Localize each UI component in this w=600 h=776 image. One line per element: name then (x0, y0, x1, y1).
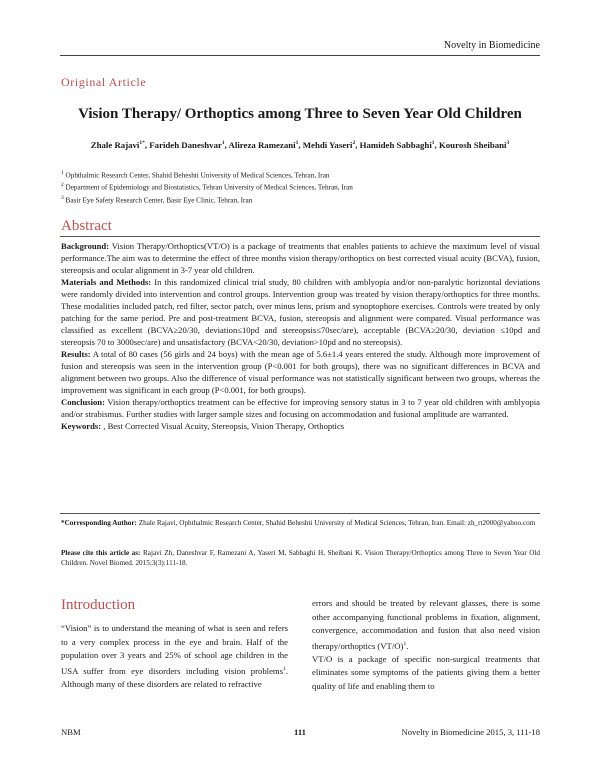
abstract-top-rule (60, 236, 540, 237)
citation-text: Rajavi Zh, Daneshvar F, Ramezani A, Yaseri M, Sabbaghi H, Sheibani K. Vision Therapy/Orthoptics among Three to Seven Year Old Children. Novel Biomed. 2015;3(3):111-18. (61, 549, 541, 567)
corresponding-label: *Corresponding Author: (61, 519, 137, 527)
header-rule (60, 55, 540, 56)
author-list: Zhale Rajavi$^{1*}$, Farideh Daneshvar$^1$, Alireza Ramezani$^1$, Mehdi Yaseri$^2$, Hamideh Sabbaghi$^1$, Kourosh Sheibani$^3$ (90, 140, 510, 150)
intro-paragraph (312, 653, 540, 694)
affiliation-text: Ophthalmic Research Center, Shahid Beheshti University of Medical Sciences, Tehran, Iran (65, 171, 330, 180)
abstract-label: Conclusion: (61, 397, 105, 407)
affiliation-number: 2 (61, 182, 64, 189)
abstract-label: Results: (61, 349, 91, 359)
affiliation-text: Basir Eye Safety Research Center, Basir Eye Clinic, Tehran, Iran (65, 196, 253, 205)
corresponding-author (61, 518, 540, 528)
affiliation-text: Department of Epidemiology and Biostatistics, Tehran University of Medical Sciences, Tehran, Iran (65, 183, 353, 192)
intro-column-right (312, 597, 540, 693)
abstract-text: Vision therapy/orthoptics treatment can be effective for improving sensory status in 3 to 7 year old children with amblyopia and/or strabismus. Further studies with larger sample sizes and focusing on accommodation and fusional amplitude are warranted. (61, 397, 540, 419)
affiliations (61, 168, 353, 205)
abstract-keywords (61, 420, 540, 432)
author-superscript: 3 (506, 140, 510, 147)
author-superscript: 1 (295, 140, 299, 147)
affiliation-line (61, 180, 353, 192)
introduction-heading: Introduction (61, 597, 136, 613)
intro-paragraph (312, 597, 540, 653)
abstract-body (61, 240, 540, 432)
abstract-results (61, 348, 540, 396)
citation-label: Please cite this article as: (61, 549, 141, 557)
affiliation-line (61, 193, 353, 205)
abstract-label: Background: (61, 241, 110, 251)
footer-citation: Novelty in Biomedicine 2015, 3, 111-18 (401, 727, 540, 737)
corresponding-text: Zhale Rajavi, Ophthalmic Research Center, Shahid Beheshti University of Medical Sciences, Tehran, Iran. Email: zh_rt2000@yahoo.com (138, 519, 536, 527)
citation-ref: 1 (283, 665, 286, 672)
author-superscript: 1 (431, 140, 435, 147)
abstract-conclusion (61, 396, 540, 420)
abstract-bottom-rule (60, 513, 540, 514)
abstract-methods (61, 276, 540, 348)
abstract-text: A total of 80 cases (56 girls and 24 boys) with the mean age of 5.6±1.4 years entered the study. Although more improvement of fusion and stereopsis was seen in the intervention group (P<0.001 for both groups), there was no significant differences in BCVA and alignment between two groups. Also the difference of visual performance was not statistically significant between two groups, whereas the improvement was significant in each group (P<0.001, for both groups). (61, 349, 540, 395)
keywords-text: , Best Corrected Visual Acuity, Stereopsis, Vision Therapy, Orthoptics (103, 421, 345, 431)
abstract-label: Materials and Methods: (61, 277, 152, 287)
author-name: Hamideh Sabbaghi (359, 140, 432, 150)
running-header: Novelty in Biomedicine (443, 40, 540, 51)
article-title: Vision Therapy/ Orthoptics among Three to Seven Year Old Children (78, 106, 522, 122)
abstract-background (61, 240, 540, 276)
author-superscript: 1 (221, 140, 225, 147)
intro-paragraph (61, 622, 288, 691)
footer-journal-abbrev: NBM (61, 727, 81, 737)
keywords-label: Keywords: (61, 421, 102, 431)
affiliation-line (61, 168, 353, 180)
abstract-text: Vision Therapy/Orthoptics(VT/O) is a package of treatments that enables patients to achieve the maximum level of visual performance.The aim was to determine the effect of three months vision therapy/orthoptics on best corrected visual acuity (BCVA), fusion, stereopsis and ocular alignment in 3-7 year old children. (61, 241, 540, 275)
author-name: Mehdi Yaseri (302, 140, 353, 150)
article-type: Original Article (61, 75, 147, 89)
page-number: 111 (294, 727, 306, 737)
intro-text: VT/O is a package of specific non-surgical treatments that eliminates some symptoms of the patients giving them a better quality of life and enabling them to (312, 653, 540, 691)
intro-text: errors and should be treated by relevant glasses, there is some other accompanying functional problems in fixation, alignment, convergence, accommodation and fusion that also need vision therapy/orthoptics (VT/O) (312, 598, 540, 651)
intro-text: . (406, 640, 409, 651)
abstract-heading: Abstract (61, 218, 112, 234)
author-name: Kourosh Sheibani (438, 140, 507, 150)
author-name: Farideh Daneshvar (149, 140, 222, 150)
affiliation-number: 1 (61, 170, 64, 176)
abstract-text: In this randomized clinical trial study, 80 children with amblyopia and/or non-paralytic horizontal deviations were randomly divided into intervention and control groups. Intervention group was treated by vision therapy/orthoptics for three months. These modalities included patch, red filter, sector patch, over minus lens, prism and synoptophore exercises. Controls were treated by only patching for the same period. Pre and post-treatment BCVA, fusion, stereopsis and alignment were compared. Visual performance was classified as excellent (BCVA≥20/30, deviation≤10pd and stereopsis≤70sec/are), acceptable (BCVA≥20/30, deviation ≤10pd and stereopsis 70 to 3000sec/are) and unsatisfactory (BCVA<20/30, deviation>10pd and no stereopsis). (61, 277, 540, 347)
intro-column-left (61, 622, 288, 691)
affiliation-number: 3 (61, 194, 64, 201)
intro-text: . Although many of these disorders are related to refractive (61, 665, 288, 689)
citation-note (61, 548, 540, 568)
author-name: Zhale Rajavi (90, 140, 140, 150)
author-superscript: 1* (139, 140, 145, 147)
author-superscript: 2 (352, 140, 356, 147)
author-name: Alireza Ramezani (228, 140, 296, 150)
citation-ref: 1 (403, 640, 407, 647)
intro-text: “Vision” is to understand the meaning of what is seen and refers to a very complex process in the eye and brain. Half of the population over 3 years and 25% of school age children in the USA suffer from eye disorders including vision problems (61, 623, 288, 676)
